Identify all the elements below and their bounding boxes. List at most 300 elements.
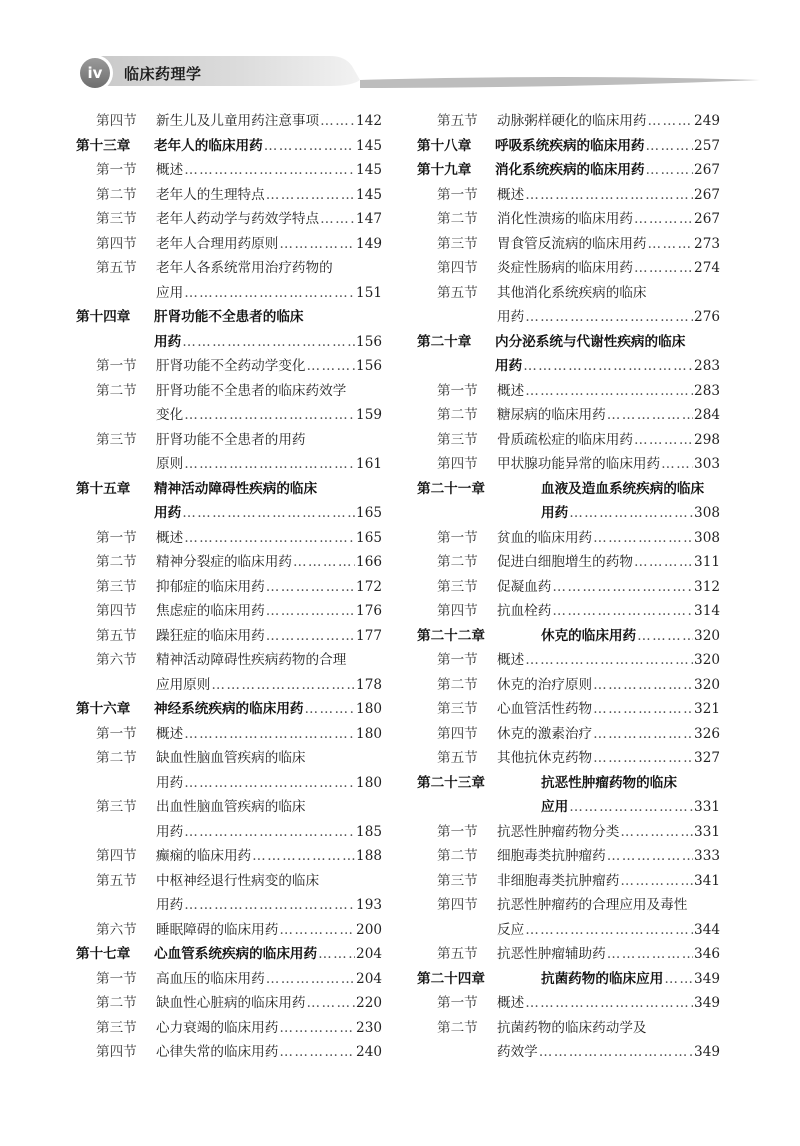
section-title: 精神活动障碍性疾病药物的合理 bbox=[156, 652, 347, 668]
page-ref: 185 bbox=[356, 823, 382, 840]
page-ref: 284 bbox=[694, 407, 720, 423]
page-ref: 320 bbox=[694, 652, 720, 668]
section-title: 糖尿病的临床用药 bbox=[497, 407, 606, 423]
page-ref: 344 bbox=[694, 921, 720, 938]
section-label: 第三节 bbox=[96, 578, 137, 595]
section-title: 概述 bbox=[497, 652, 525, 668]
section-label: 第四节 bbox=[437, 260, 478, 276]
section-label: 第一节 bbox=[437, 823, 478, 840]
toc-section-row bbox=[76, 869, 382, 894]
dot-leader bbox=[318, 942, 355, 967]
toc-section-row bbox=[417, 183, 720, 208]
page-ref: 145 bbox=[356, 186, 382, 203]
section-title: 焦虑症的临床用药 bbox=[156, 603, 265, 619]
chapter-title: 用药 bbox=[154, 333, 182, 350]
page-ref: 331 bbox=[694, 799, 720, 815]
section-label: 第二节 bbox=[437, 1019, 478, 1036]
section-title: 肝肾功能不全药动学变化 bbox=[156, 358, 306, 374]
section-label: 第五节 bbox=[437, 750, 478, 766]
section-title: 出血性脑血管疾病的临床 bbox=[156, 799, 306, 815]
section-title: 肝肾功能不全患者的用药 bbox=[156, 431, 306, 448]
section-title: 抗血栓药 bbox=[497, 603, 552, 619]
dot-leader bbox=[646, 134, 694, 159]
section-title: 心律失常的临床用药 bbox=[156, 1044, 279, 1060]
dot-leader bbox=[184, 771, 355, 796]
toc-section-row bbox=[76, 599, 382, 624]
page-ref: 172 bbox=[356, 578, 382, 595]
dot-leader bbox=[607, 403, 693, 428]
section-title: 药效学 bbox=[497, 1044, 538, 1060]
page-ref: 165 bbox=[356, 529, 382, 546]
page-ref: 346 bbox=[694, 946, 720, 962]
section-title: 用药 bbox=[156, 897, 184, 913]
toc-section-row bbox=[417, 673, 720, 698]
page-ref: 177 bbox=[356, 627, 382, 644]
toc-section-row bbox=[417, 207, 720, 232]
page-ref: 178 bbox=[356, 676, 382, 693]
toc-section-row bbox=[76, 624, 382, 649]
toc-section-row bbox=[76, 452, 382, 477]
section-title: 老年人各系统常用治疗药物的 bbox=[156, 260, 333, 276]
chapter-title: 老年人的临床用药 bbox=[154, 137, 263, 154]
dot-leader bbox=[648, 109, 694, 134]
page-ref: 341 bbox=[694, 872, 720, 889]
toc-section-row bbox=[76, 109, 382, 134]
page-ref: 283 bbox=[694, 358, 720, 374]
page-ref: 180 bbox=[356, 725, 382, 742]
chapter-title: 抗菌药物的临床应用 bbox=[541, 970, 664, 987]
dot-leader bbox=[634, 550, 693, 575]
chapter-label: 第十三章 bbox=[76, 137, 131, 154]
section-title: 原则 bbox=[156, 456, 184, 472]
toc-section-row bbox=[417, 526, 720, 551]
chapter-title: 血液及造血系统疾病的临床 bbox=[541, 480, 705, 497]
section-title: 贫血的临床用药 bbox=[497, 529, 593, 546]
toc-section-row bbox=[417, 232, 720, 257]
page-ref: 165 bbox=[356, 505, 382, 521]
dot-leader bbox=[320, 109, 355, 134]
toc-chapter-row bbox=[417, 477, 720, 502]
section-title: 中枢神经退行性病变的临床 bbox=[156, 872, 320, 889]
dot-leader bbox=[252, 844, 355, 869]
toc-section-row bbox=[417, 256, 720, 281]
toc-chapter-row bbox=[417, 501, 720, 526]
toc-section-row bbox=[417, 722, 720, 747]
page-ref: 321 bbox=[694, 701, 720, 717]
dot-leader bbox=[634, 428, 693, 453]
page-ref: 180 bbox=[356, 774, 382, 791]
section-title: 老年人药动学与药效学特点 bbox=[156, 211, 320, 227]
page-ref: 156 bbox=[356, 358, 382, 374]
toc-section-row bbox=[76, 771, 382, 796]
dot-leader bbox=[648, 232, 694, 257]
page-ref: 193 bbox=[356, 897, 382, 913]
section-title: 缺血性心脏病的临床用药 bbox=[156, 995, 306, 1011]
toc-chapter-row bbox=[417, 624, 720, 649]
toc-section-row bbox=[417, 550, 720, 575]
page-ref: 267 bbox=[694, 211, 720, 227]
section-label: 第四节 bbox=[96, 603, 137, 619]
page-ref: 142 bbox=[356, 113, 382, 129]
chapter-label: 第二十二章 bbox=[417, 627, 485, 644]
chapter-title: 神经系统疾病的临床用药 bbox=[154, 701, 304, 717]
dot-leader bbox=[320, 207, 355, 232]
page-ref: 166 bbox=[356, 554, 382, 570]
toc-chapter-row bbox=[76, 501, 382, 526]
section-title: 抗恶性肿瘤药的合理应用及毒性 bbox=[497, 897, 688, 913]
page-ref: 145 bbox=[356, 162, 382, 178]
dot-leader bbox=[593, 673, 693, 698]
section-label: 第三节 bbox=[437, 872, 478, 889]
section-label: 第三节 bbox=[96, 211, 137, 227]
page-ref: 349 bbox=[694, 970, 720, 987]
section-title: 其他消化系统疾病的临床 bbox=[497, 284, 647, 301]
section-title: 促凝血药 bbox=[497, 578, 552, 595]
dot-leader bbox=[266, 967, 355, 992]
page-ref: 303 bbox=[694, 456, 720, 472]
page-ref: 314 bbox=[694, 603, 720, 619]
page-ref: 320 bbox=[694, 676, 720, 693]
toc-section-row bbox=[417, 918, 720, 943]
toc-chapter-row bbox=[76, 330, 382, 355]
section-title: 变化 bbox=[156, 407, 184, 423]
dot-leader bbox=[307, 354, 356, 379]
section-title: 用药 bbox=[156, 823, 184, 840]
section-title: 用药 bbox=[497, 309, 525, 325]
section-label: 第四节 bbox=[96, 235, 137, 252]
dot-leader bbox=[646, 158, 694, 183]
toc-section-row bbox=[417, 403, 720, 428]
dot-leader bbox=[293, 550, 355, 575]
section-title: 概述 bbox=[156, 529, 184, 546]
dot-leader bbox=[634, 207, 693, 232]
toc-section-row bbox=[417, 697, 720, 722]
toc-chapter-row bbox=[417, 134, 720, 159]
section-title: 概述 bbox=[156, 162, 184, 178]
toc-section-row bbox=[76, 844, 382, 869]
dot-leader bbox=[664, 967, 693, 992]
page-ref: 151 bbox=[356, 284, 382, 301]
toc-section-row bbox=[417, 648, 720, 673]
section-title: 非细胞毒类抗肿瘤药 bbox=[497, 872, 620, 889]
page-ref: 349 bbox=[694, 1044, 720, 1060]
section-title: 骨质疏松症的临床用药 bbox=[497, 431, 633, 448]
chapter-label: 第十九章 bbox=[417, 162, 472, 178]
dot-leader bbox=[184, 281, 355, 306]
section-title: 概述 bbox=[497, 382, 525, 399]
chapter-title: 休克的临床用药 bbox=[541, 627, 637, 644]
toc-section-row bbox=[76, 526, 382, 551]
page-ref: 159 bbox=[356, 407, 382, 423]
section-label: 第二节 bbox=[96, 186, 137, 203]
section-title: 概述 bbox=[497, 186, 525, 203]
chapter-label: 第十五章 bbox=[76, 480, 131, 497]
section-label: 第六节 bbox=[96, 921, 137, 938]
section-title: 应用原则 bbox=[156, 676, 211, 693]
dot-leader bbox=[182, 330, 355, 355]
chapter-label: 第二十三章 bbox=[417, 774, 485, 791]
chapter-label: 第十七章 bbox=[76, 946, 131, 962]
chapter-title: 用药 bbox=[154, 505, 182, 521]
section-title: 胃食管反流病的临床用药 bbox=[497, 235, 647, 252]
toc-section-row bbox=[76, 354, 382, 379]
dot-leader bbox=[569, 501, 693, 526]
toc-section-row bbox=[417, 109, 720, 134]
page-ref: 180 bbox=[356, 701, 382, 717]
toc-section-row bbox=[76, 403, 382, 428]
page-ref: 308 bbox=[694, 505, 720, 521]
dot-leader bbox=[305, 697, 356, 722]
section-label: 第四节 bbox=[437, 456, 478, 472]
dot-leader bbox=[525, 379, 693, 404]
dot-leader bbox=[569, 795, 693, 820]
section-title: 休克的治疗原则 bbox=[497, 676, 593, 693]
page-ref: 145 bbox=[356, 137, 382, 154]
section-title: 休克的激素治疗 bbox=[497, 725, 593, 742]
dot-leader bbox=[637, 624, 693, 649]
dot-leader bbox=[634, 256, 693, 281]
dot-leader bbox=[279, 918, 355, 943]
section-label: 第四节 bbox=[437, 897, 478, 913]
toc-section-row bbox=[76, 820, 382, 845]
dot-leader bbox=[607, 942, 693, 967]
dot-leader bbox=[279, 1016, 355, 1041]
section-label: 第六节 bbox=[96, 652, 137, 668]
section-title: 高血压的临床用药 bbox=[156, 970, 265, 987]
toc-section-row bbox=[417, 820, 720, 845]
section-title: 抗恶性肿瘤辅助药 bbox=[497, 946, 606, 962]
section-title: 心血管活性药物 bbox=[497, 701, 593, 717]
section-label: 第三节 bbox=[96, 431, 137, 448]
section-title: 动脉粥样硬化的临床用药 bbox=[497, 113, 647, 129]
page-ref: 283 bbox=[694, 382, 720, 399]
dot-leader bbox=[264, 134, 355, 159]
chapter-title: 用药 bbox=[495, 358, 523, 374]
section-label: 第二节 bbox=[96, 750, 137, 766]
dot-leader bbox=[279, 232, 355, 257]
chapter-label: 第十六章 bbox=[76, 701, 131, 717]
page-ref: 276 bbox=[694, 309, 720, 325]
dot-leader bbox=[184, 820, 355, 845]
toc-section-row bbox=[76, 648, 382, 673]
toc-section-row bbox=[417, 305, 720, 330]
page-ref: 327 bbox=[694, 750, 720, 766]
page-ref: 149 bbox=[356, 235, 382, 252]
dot-leader bbox=[184, 452, 355, 477]
section-label: 第一节 bbox=[96, 725, 137, 742]
toc-section-row bbox=[417, 893, 720, 918]
chapter-title: 内分泌系统与代谢性疾病的临床 bbox=[495, 333, 686, 350]
page-ref: 333 bbox=[694, 848, 720, 864]
page-ref: 267 bbox=[694, 162, 720, 178]
page-number: iv bbox=[87, 64, 103, 82]
dot-leader bbox=[184, 893, 355, 918]
toc-section-row bbox=[76, 795, 382, 820]
page-ref: 200 bbox=[356, 921, 382, 938]
section-label: 第二节 bbox=[437, 676, 478, 693]
chapter-title: 呼吸系统疾病的临床用药 bbox=[495, 137, 645, 154]
toc-chapter-row bbox=[417, 967, 720, 992]
section-title: 癫痫的临床用药 bbox=[156, 848, 252, 864]
section-label: 第一节 bbox=[437, 186, 478, 203]
section-title: 老年人合理用药原则 bbox=[156, 235, 279, 252]
dot-leader bbox=[593, 526, 693, 551]
chapter-title: 抗恶性肿瘤药物的临床 bbox=[541, 774, 677, 791]
section-label: 第一节 bbox=[437, 995, 478, 1011]
chapter-label: 第二十章 bbox=[417, 333, 472, 350]
section-label: 第一节 bbox=[96, 529, 137, 546]
dot-leader bbox=[593, 722, 693, 747]
section-label: 第四节 bbox=[96, 1044, 137, 1060]
page-ref: 220 bbox=[356, 995, 382, 1011]
toc-chapter-row bbox=[76, 697, 382, 722]
section-label: 第五节 bbox=[437, 284, 478, 301]
toc-column-right bbox=[417, 109, 720, 1065]
section-label: 第一节 bbox=[96, 162, 137, 178]
page-header bbox=[0, 0, 800, 110]
section-label: 第五节 bbox=[96, 260, 137, 276]
page-ref: 204 bbox=[356, 946, 382, 962]
chapter-title: 精神活动障碍性疾病的临床 bbox=[154, 480, 318, 497]
section-label: 第三节 bbox=[437, 578, 478, 595]
section-label: 第五节 bbox=[437, 113, 478, 129]
toc-section-row bbox=[76, 232, 382, 257]
toc-section-row bbox=[76, 550, 382, 575]
section-label: 第三节 bbox=[437, 701, 478, 717]
toc-section-row bbox=[417, 1016, 720, 1041]
page-ref: 349 bbox=[694, 995, 720, 1011]
section-title: 概述 bbox=[497, 995, 525, 1011]
section-label: 第四节 bbox=[96, 113, 137, 129]
dot-leader bbox=[182, 501, 355, 526]
dot-leader bbox=[211, 673, 355, 698]
page-ref: 320 bbox=[694, 627, 720, 644]
toc-column-left bbox=[76, 109, 382, 1065]
section-title: 用药 bbox=[156, 774, 184, 791]
section-title: 老年人的生理特点 bbox=[156, 186, 265, 203]
section-label: 第一节 bbox=[437, 529, 478, 546]
chapter-label: 第十四章 bbox=[76, 309, 131, 325]
section-label: 第二节 bbox=[96, 382, 137, 399]
toc-section-row bbox=[76, 893, 382, 918]
chapter-title: 消化系统疾病的临床用药 bbox=[495, 162, 645, 178]
dot-leader bbox=[184, 158, 355, 183]
section-label: 第四节 bbox=[96, 848, 137, 864]
dot-leader bbox=[593, 746, 693, 771]
toc-section-row bbox=[76, 918, 382, 943]
section-title: 应用 bbox=[156, 284, 184, 301]
dot-leader bbox=[539, 1040, 693, 1065]
toc-chapter-row bbox=[417, 330, 720, 355]
dot-leader bbox=[552, 599, 693, 624]
toc-section-row bbox=[417, 1040, 720, 1065]
dot-leader bbox=[266, 599, 355, 624]
page-ref: 331 bbox=[694, 823, 720, 840]
section-title: 细胞毒类抗肿瘤药 bbox=[497, 848, 606, 864]
toc-section-row bbox=[76, 1016, 382, 1041]
toc-section-row bbox=[76, 967, 382, 992]
section-title: 抗恶性肿瘤药物分类 bbox=[497, 823, 620, 840]
section-label: 第五节 bbox=[96, 872, 137, 889]
toc-section-row bbox=[76, 991, 382, 1016]
section-label: 第二节 bbox=[437, 848, 478, 864]
toc-section-row bbox=[417, 575, 720, 600]
section-label: 第四节 bbox=[437, 603, 478, 619]
toc-section-row bbox=[417, 942, 720, 967]
section-label: 第五节 bbox=[437, 946, 478, 962]
toc-section-row bbox=[76, 379, 382, 404]
section-label: 第三节 bbox=[96, 799, 137, 815]
dot-leader bbox=[307, 991, 356, 1016]
page-ref: 311 bbox=[694, 554, 720, 570]
page-ref: 312 bbox=[694, 578, 720, 595]
toc-section-row bbox=[417, 991, 720, 1016]
chapter-label: 第二十四章 bbox=[417, 970, 485, 987]
dot-leader bbox=[279, 1040, 355, 1065]
section-title: 抑郁症的临床用药 bbox=[156, 578, 265, 595]
chapter-title: 用药 bbox=[541, 505, 569, 521]
page-ref: 257 bbox=[694, 137, 720, 154]
dot-leader bbox=[184, 403, 355, 428]
dot-leader bbox=[266, 624, 355, 649]
section-title: 精神分裂症的临床用药 bbox=[156, 554, 292, 570]
dot-leader bbox=[552, 575, 693, 600]
section-title: 缺血性脑血管疾病的临床 bbox=[156, 750, 306, 766]
page-ref: 176 bbox=[356, 603, 382, 619]
section-label: 第一节 bbox=[96, 358, 137, 374]
section-label: 第二节 bbox=[437, 554, 478, 570]
page-ref: 273 bbox=[694, 235, 720, 252]
chapter-title: 心血管系统疾病的临床用药 bbox=[154, 946, 318, 962]
page-ref: 249 bbox=[694, 113, 720, 129]
chapter-title: 应用 bbox=[541, 799, 569, 815]
section-label: 第二节 bbox=[437, 211, 478, 227]
section-label: 第二节 bbox=[437, 407, 478, 423]
section-title: 其他抗休克药物 bbox=[497, 750, 593, 766]
dot-leader bbox=[525, 305, 693, 330]
toc-section-row bbox=[417, 428, 720, 453]
toc-section-row bbox=[76, 281, 382, 306]
page-ref: 230 bbox=[356, 1019, 382, 1036]
dot-leader bbox=[184, 526, 355, 551]
section-title: 肝肾功能不全患者的临床药效学 bbox=[156, 382, 347, 399]
page-ref: 267 bbox=[694, 186, 720, 203]
toc-section-row bbox=[76, 1040, 382, 1065]
toc-section-row bbox=[417, 844, 720, 869]
section-label: 第一节 bbox=[437, 652, 478, 668]
page-ref: 298 bbox=[694, 431, 720, 448]
toc-section-row bbox=[417, 746, 720, 771]
dot-leader bbox=[525, 648, 693, 673]
section-title: 概述 bbox=[156, 725, 184, 742]
section-title: 甲状腺功能异常的临床用药 bbox=[497, 456, 661, 472]
dot-leader bbox=[184, 722, 355, 747]
dot-leader bbox=[620, 820, 693, 845]
header-banner bbox=[0, 0, 800, 110]
toc-section-row bbox=[76, 183, 382, 208]
page-ref: 240 bbox=[356, 1044, 382, 1060]
dot-leader bbox=[525, 991, 693, 1016]
toc-section-row bbox=[76, 673, 382, 698]
section-title: 促进白细胞增生的药物 bbox=[497, 554, 633, 570]
toc-section-row bbox=[76, 428, 382, 453]
dot-leader bbox=[266, 575, 355, 600]
section-title: 抗菌药物的临床药动学及 bbox=[497, 1019, 647, 1036]
section-label: 第二节 bbox=[96, 554, 137, 570]
section-title: 新生儿及儿童用药注意事项 bbox=[156, 113, 320, 129]
toc-chapter-row bbox=[417, 771, 720, 796]
toc-section-row bbox=[76, 158, 382, 183]
